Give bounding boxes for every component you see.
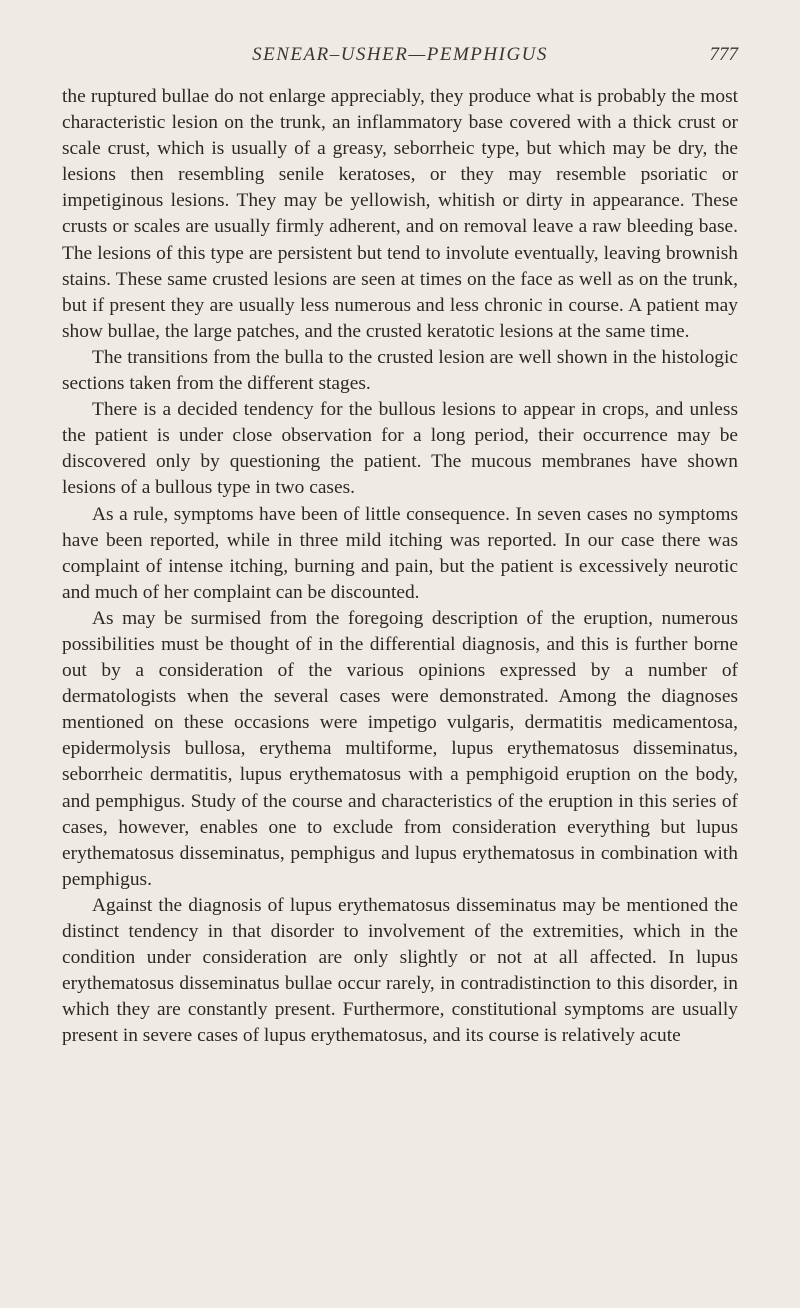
running-title: SENEAR–USHER—PEMPHIGUS	[252, 44, 548, 65]
paragraph-differential-diagnosis: As may be surmised from the foregoing description of the eruption, numerous possibilities must be thought of in the differential diagnosis, and this is further borne out by a consideration of the various opinions expressed by a number of dermatologists when the several cases were demonstrated. Among the diagnoses mentioned on these occasions were impetigo vulgaris, dermatitis medicamentosa, epidermolysis bullosa, erythema multiforme, lupus erythematosus disseminatus, seborrheic dermatitis, lupus erythematosus with a pemphigoid eruption on the body, and pemphigus. Study of the course and characteristics of the eruption in this series of cases, however, enables one to exclude from consideration everything but lupus erythematosus disseminatus, pemphigus and lupus erythematosus in combination with pemphigus.	[62, 607, 738, 890]
paragraph-lupus-diagnosis: Against the diagnosis of lupus erythematosus disseminatus may be mentioned the distinct tendency in that disorder to involvement of the extremities, which in the condition under consideration are only slightly or not at all affected. In lupus erythematosus disseminatus bullae occur rarely, in contradistinction to this disorder, in which they are constantly present. Furthermore, constitutional symptoms are usually present in severe cases of lupus erythematosus, and its course is relatively acute	[62, 894, 738, 1047]
page-number: 777	[709, 44, 738, 65]
paragraph-continued: the ruptured bullae do not enlarge appreciably, they produce what is probably the most characteristic lesion on the trunk, an inflammatory base covered with a thick crust or scale crust, which is usually of a greasy, seborrheic type, but which may be dry, the lesions then resembling senile keratoses, or they may resemble psoriatic or impetiginous lesions. They may be yellowish, whitish or dirty in appearance. These crusts or scales are usually firmly adherent, and on removal leave a raw bleeding base. The lesions of this type are persistent but tend to involute eventually, leaving brownish stains. These same crusted lesions are seen at times on the face as well as on the trunk, but if present they are usually less numerous and less chronic in course. A patient may show bullae, the large patches, and the crusted keratotic lesions at the same time.	[62, 86, 738, 342]
body-text	[62, 84, 738, 1049]
running-head	[62, 44, 738, 70]
paragraph-symptoms: As a rule, symptoms have been of little consequence. In seven cases no symptoms have been reported, while in three mild itching was reported. In our case there was complaint of intense itching, burning and pain, but the patient is excessively neurotic and much of her complaint can be discounted.	[62, 503, 738, 603]
paragraph-transitions: The transitions from the bulla to the crusted lesion are well shown in the histologic sections taken from the different stages.	[62, 346, 738, 395]
paragraph-crops: There is a decided tendency for the bullous lesions to appear in crops, and unless the patient is under close observation for a long period, their occurrence may be discovered only by questioning the patient. The mucous membranes have shown lesions of a bullous type in two cases.	[62, 399, 738, 499]
